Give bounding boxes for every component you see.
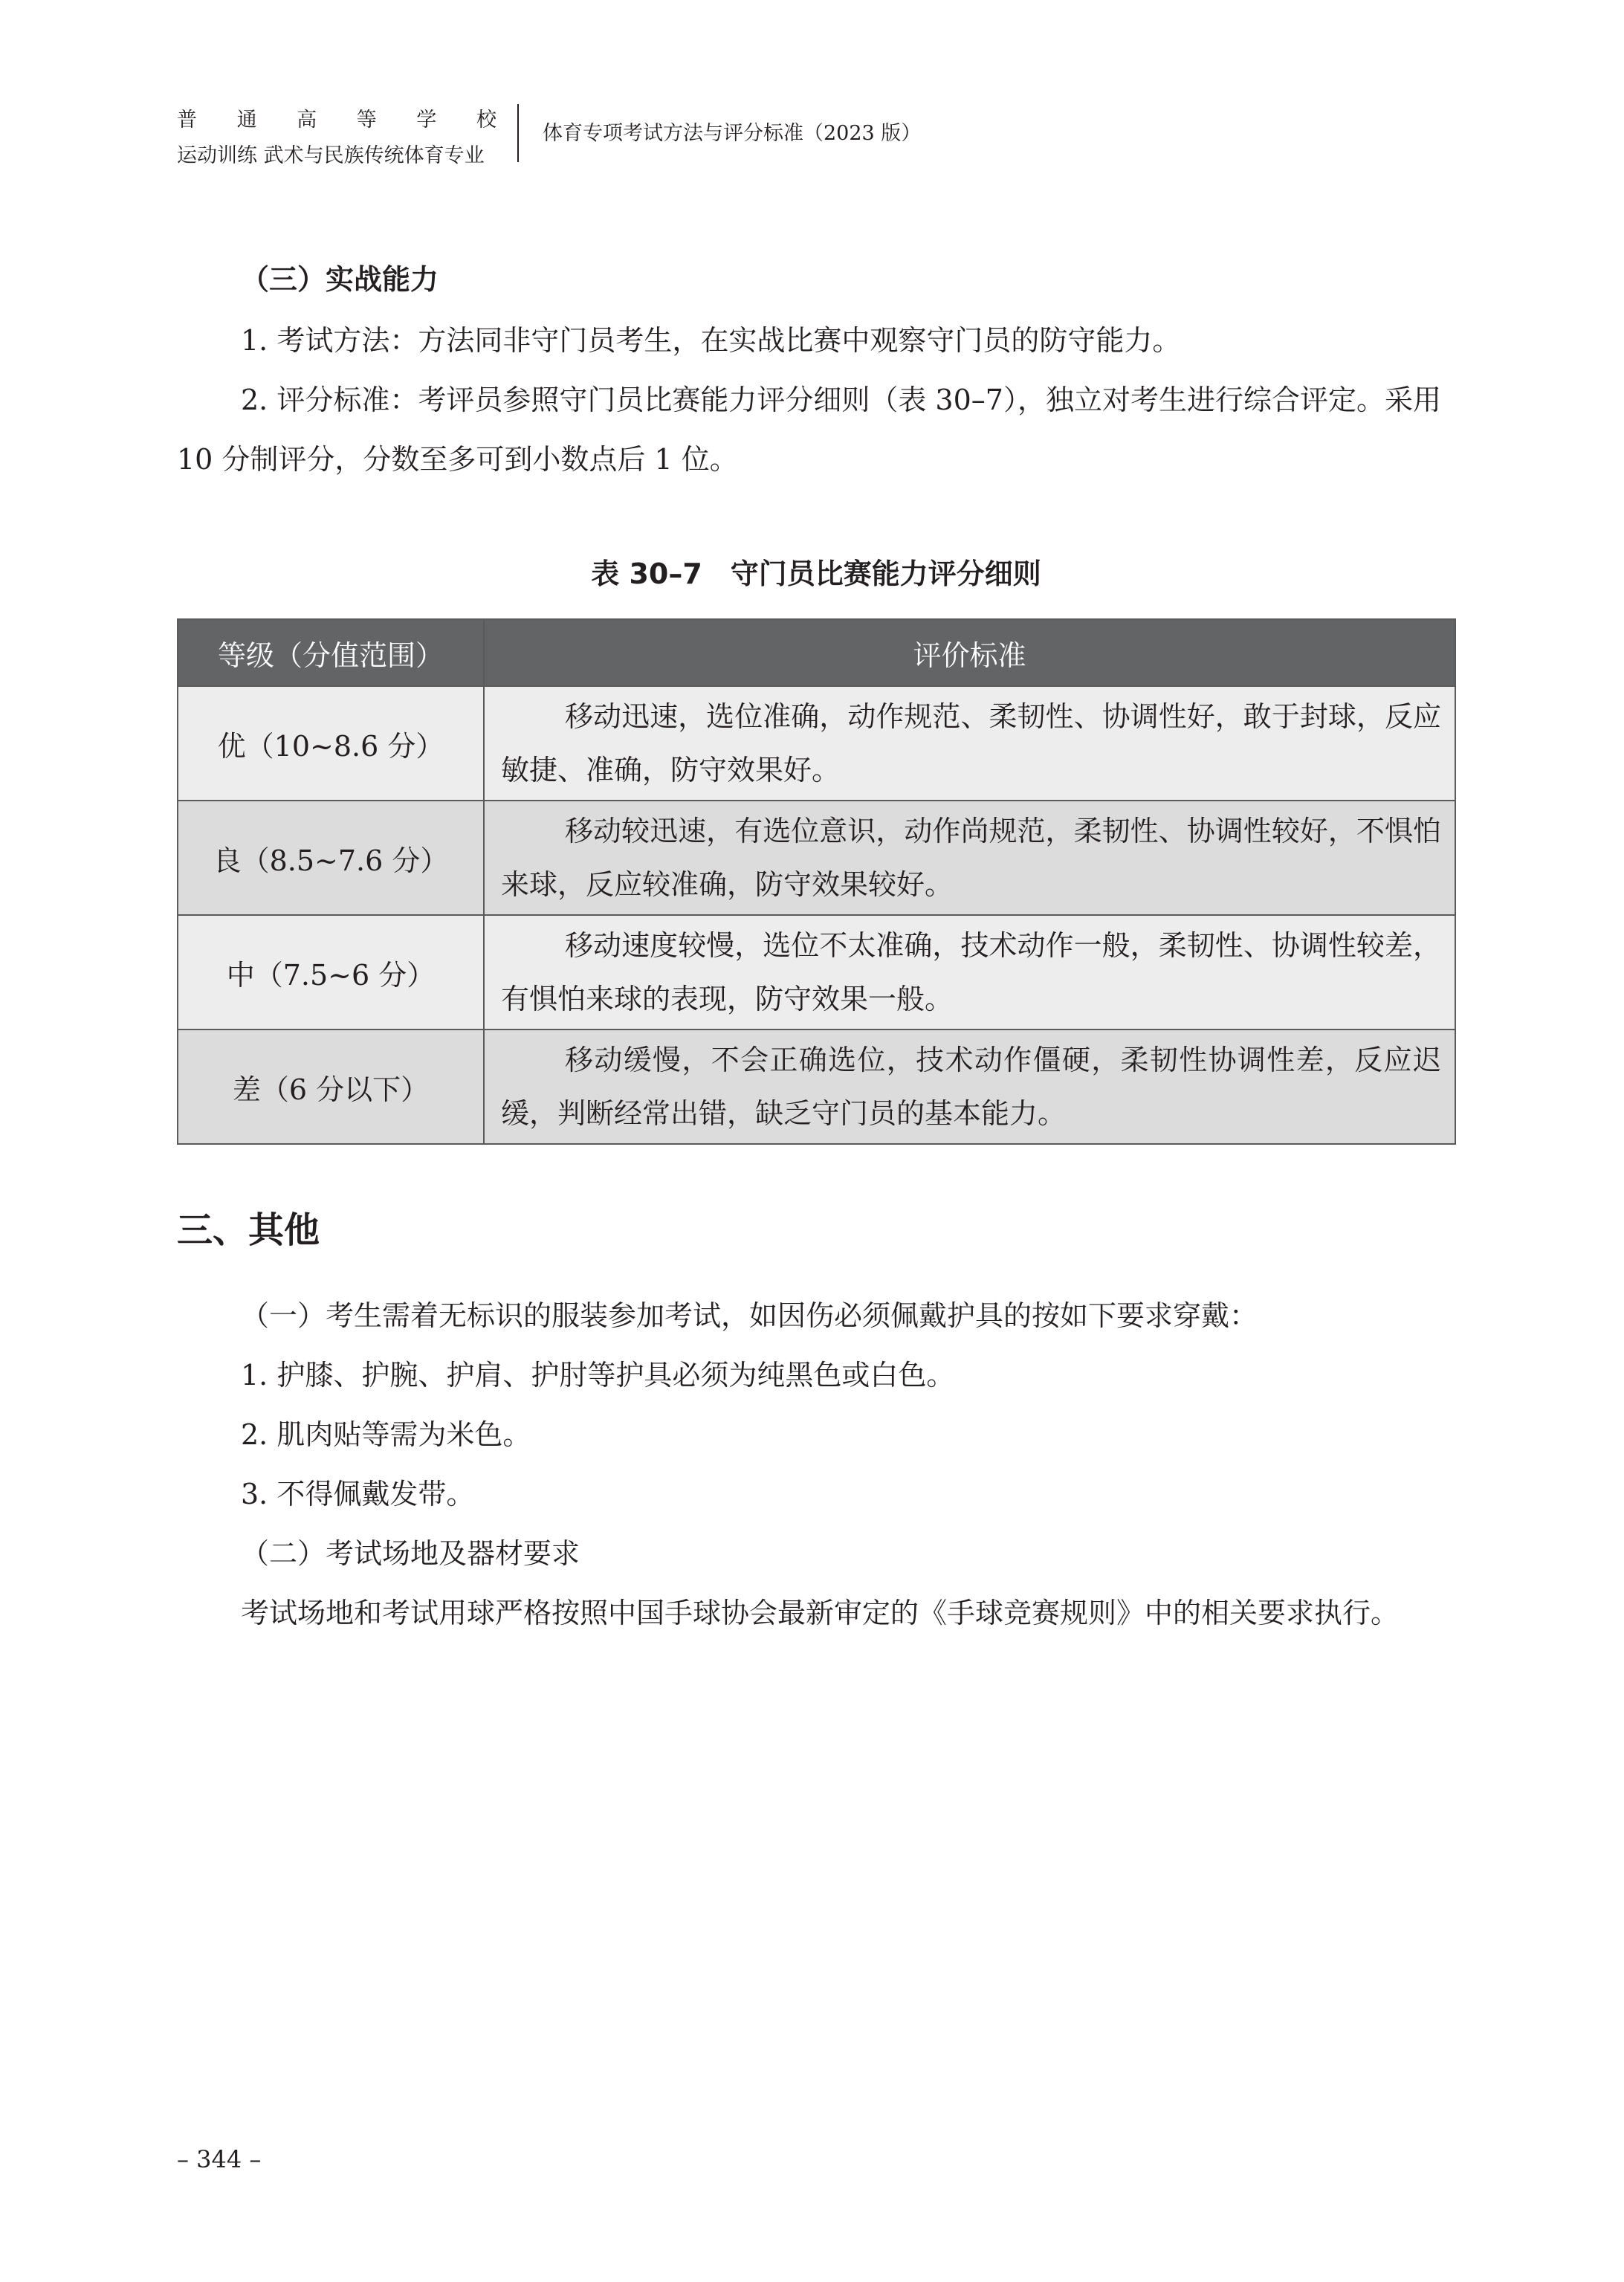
grade-cell: 优（10~8.6 分）: [178, 686, 484, 801]
attire-intro: （一）考生需着无标识的服装参加考试，如因伤必须佩戴护具的按如下要求穿戴：: [241, 1299, 1258, 1332]
attire-item-2: 2. 肌肉贴等需为米色。: [241, 1418, 531, 1451]
table-caption: 表 30–7 守门员比赛能力评分细则: [591, 557, 1041, 590]
criteria-cell: 移动速度较慢，选位不太准确，技术动作一般，柔韧性、协调性较差，有惧怕来球的表现，防守效果一般。: [484, 915, 1455, 1030]
school-type: [177, 106, 496, 135]
table-row: [178, 801, 1455, 915]
page-number: – 344 –: [177, 2145, 262, 2173]
table-header-row: [178, 619, 1455, 686]
combat-method: 1. 考试方法：方法同非守门员考生，在实战比赛中观察守门员的防守能力。: [241, 324, 1181, 357]
header-criteria: 评价标准: [484, 619, 1455, 686]
combat-heading: （三）实战能力: [241, 263, 439, 296]
school-char: 校: [476, 109, 496, 132]
major-name: 运动训练 武术与民族传统体育专业: [177, 144, 485, 167]
school-char: 学: [416, 109, 437, 132]
book-title: 体育专项考试方法与评分标准（2023 版）: [543, 122, 922, 145]
other-heading: 三、其他: [177, 1209, 320, 1251]
table-row: [178, 915, 1455, 1030]
grade-cell: 中（7.5~6 分）: [178, 915, 484, 1030]
attire-item-1: 1. 护膝、护腕、护肩、护肘等护具必须为纯黑色或白色。: [241, 1359, 955, 1391]
scoring-table: [177, 618, 1456, 1145]
criteria-cell: 移动较迅速，有选位意识，动作尚规范，柔韧性、协调性较好，不惧怕来球，反应较准确，防守效果较好。: [484, 801, 1455, 915]
grade-cell: 差（6 分以下）: [178, 1030, 484, 1144]
criteria-cell: 移动迅速，选位准确，动作规范、柔韧性、协调性好，敢于封球，反应敏捷、准确，防守效果好。: [484, 686, 1455, 801]
school-char: 高: [297, 109, 317, 132]
venue-heading: （二）考试场地及器材要求: [241, 1537, 580, 1570]
venue-text: 考试场地和考试用球严格按照中国手球协会最新审定的《手球竞赛规则》中的相关要求执行。: [241, 1597, 1400, 1629]
criteria-cell: 移动缓慢，不会正确选位，技术动作僵硬，柔韧性协调性差，反应迟缓，判断经常出错，缺乏守门员的基本能力。: [484, 1030, 1455, 1144]
table-row: [178, 1030, 1455, 1144]
header-grade: 等级（分值范围）: [178, 619, 484, 686]
school-char: 等: [356, 109, 377, 132]
school-char: 普: [177, 109, 197, 132]
running-header-left: [177, 106, 504, 171]
grade-cell: 良（8.5~7.6 分）: [178, 801, 484, 915]
attire-item-3: 3. 不得佩戴发带。: [241, 1478, 475, 1510]
combat-standard: 2. 评分标准：考评员参照守门员比赛能力评分细则（表 30–7），独立对考生进行综合评定。采用 10 分制评分，分数至多可到小数点后 1 位。: [177, 384, 1441, 476]
school-char: 通: [236, 109, 257, 132]
header-divider: [517, 104, 519, 162]
table-row: [178, 686, 1455, 801]
